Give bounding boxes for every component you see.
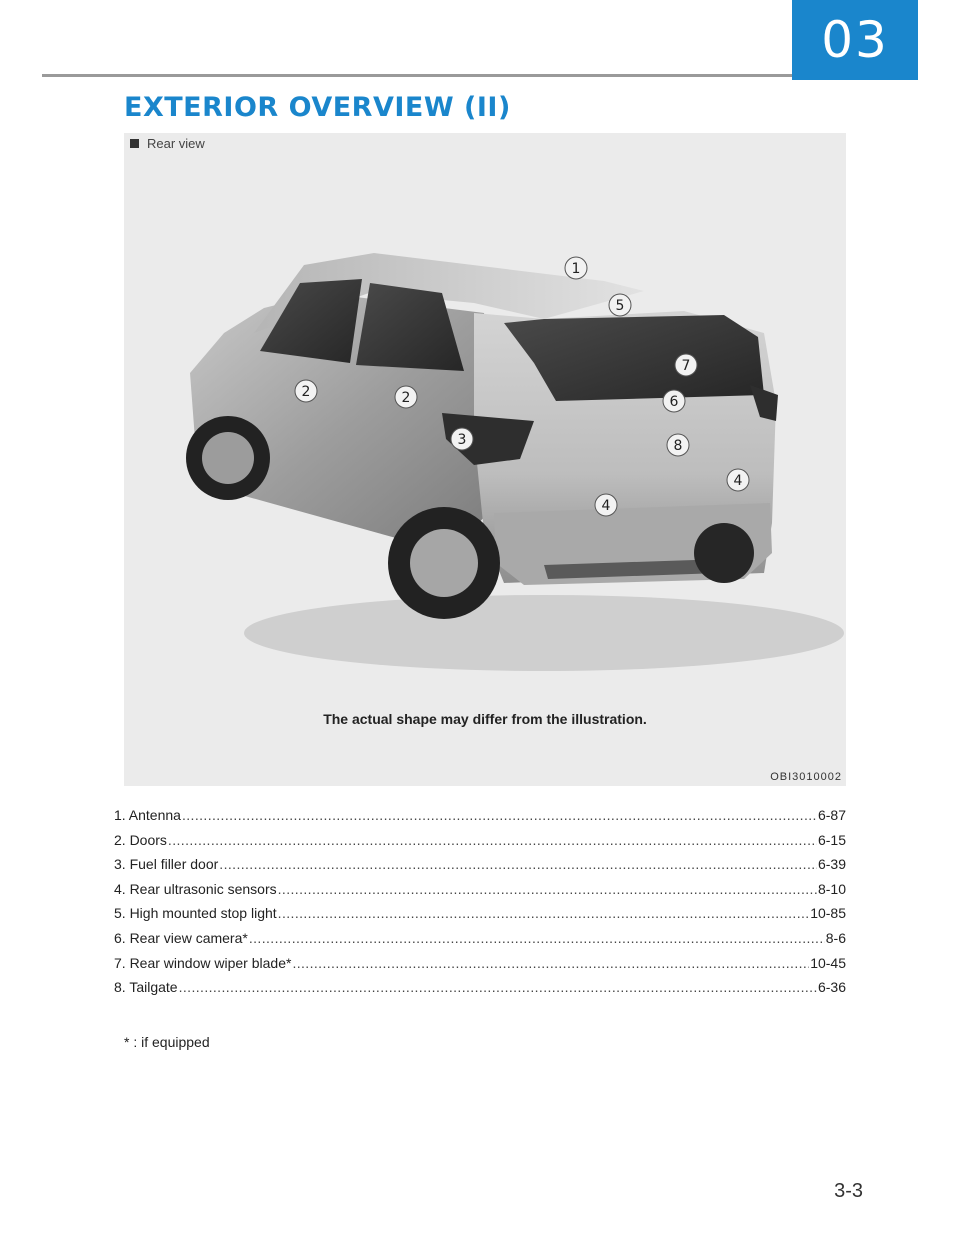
callout-4a-text: 4 <box>601 498 611 514</box>
car-illustration <box>124 133 846 786</box>
footnote: * : if equipped <box>124 1034 210 1050</box>
leader-dots <box>179 979 817 995</box>
chapter-tab: 03 <box>792 0 918 80</box>
leader-dots <box>168 832 817 848</box>
section-title: EXTERIOR OVERVIEW (II) <box>124 92 511 123</box>
callout-4a <box>595 494 617 516</box>
callout-6-text: 6 <box>669 394 679 410</box>
leader-dots <box>278 905 810 921</box>
item-page: 10-45 <box>810 954 846 971</box>
callout-5 <box>609 294 631 316</box>
list-item <box>114 807 846 832</box>
item-text: 5. High mounted stop light <box>114 905 277 922</box>
item-page: 6-15 <box>817 831 846 848</box>
figure-code: OBI3010002 <box>770 771 842 783</box>
item-text: 2. Doors <box>114 831 167 848</box>
figure-label-text: Rear view <box>147 136 205 151</box>
item-text: 1. Antenna <box>114 807 181 823</box>
item-page: 8-10 <box>817 880 846 897</box>
rim-rear <box>410 529 478 597</box>
leader-dots <box>292 955 809 971</box>
list-item <box>114 955 846 980</box>
callout-2a <box>295 380 317 402</box>
callout-1 <box>565 257 587 279</box>
callout-4b-text: 4 <box>733 473 743 489</box>
callout-2a-text: 2 <box>301 384 311 400</box>
callout-8-text: 8 <box>673 438 683 454</box>
item-page: 8-6 <box>825 929 846 946</box>
callout-3-text: 3 <box>457 432 467 448</box>
callout-6 <box>663 390 685 412</box>
list-item <box>114 979 846 1004</box>
callout-4b <box>727 469 749 491</box>
item-page: 6-87 <box>817 807 846 823</box>
page-number: 3-3 <box>834 1180 863 1202</box>
item-page: 10-85 <box>810 905 846 922</box>
component-list <box>114 807 846 1004</box>
header-rule <box>42 74 792 77</box>
list-item <box>114 905 846 930</box>
leader-dots <box>182 807 817 823</box>
callout-8 <box>667 434 689 456</box>
list-item <box>114 881 846 906</box>
item-page: 6-39 <box>817 856 846 873</box>
ground-shadow <box>244 595 844 671</box>
list-item <box>114 930 846 955</box>
callout-7 <box>675 354 697 376</box>
wheel-far <box>694 523 754 583</box>
figure-note: The actual shape may differ from the illustration. <box>323 711 647 727</box>
leader-dots <box>278 881 817 897</box>
callout-7-text: 7 <box>681 358 691 374</box>
callout-2b-text: 2 <box>401 390 411 406</box>
figure-rear-view <box>124 133 846 786</box>
item-text: 6. Rear view camera* <box>114 929 248 946</box>
callout-2b <box>395 386 417 408</box>
item-text: 3. Fuel filler door <box>114 856 219 873</box>
callout-5-text: 5 <box>615 298 625 314</box>
rim-front <box>202 432 254 484</box>
item-page: 6-36 <box>817 979 846 996</box>
list-item <box>114 856 846 881</box>
leader-dots <box>249 930 825 946</box>
callout-3 <box>451 428 473 450</box>
item-text: 7. Rear window wiper blade* <box>114 954 292 971</box>
list-item <box>114 832 846 857</box>
leader-dots <box>219 856 817 872</box>
item-text: 4. Rear ultrasonic sensors <box>114 880 277 897</box>
callout-1-text: 1 <box>571 261 581 277</box>
item-text: 8. Tailgate <box>114 979 178 996</box>
